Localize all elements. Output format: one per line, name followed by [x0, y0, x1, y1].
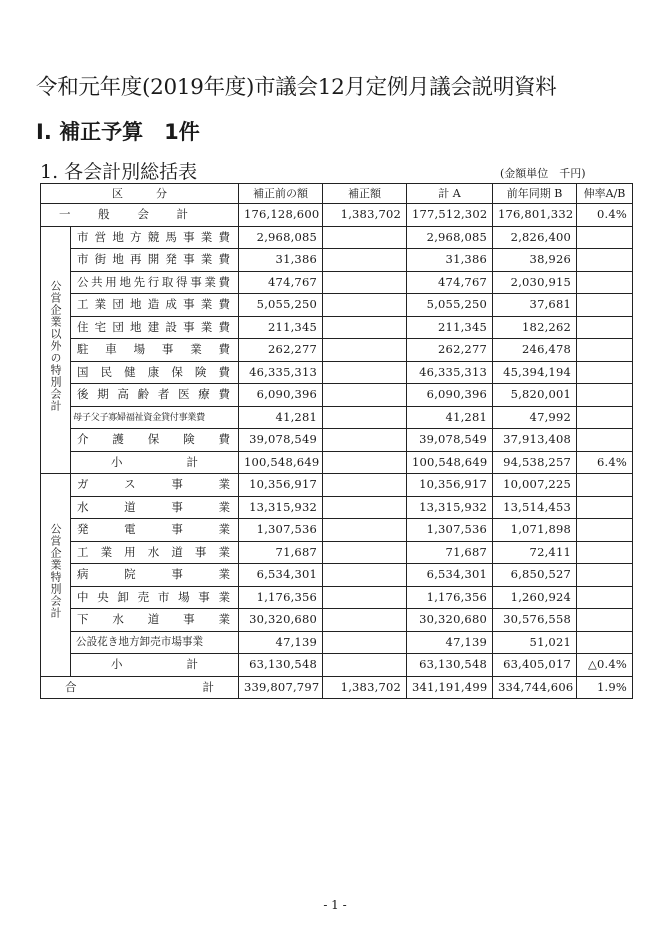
group-label: [41, 474, 71, 677]
grand-total-row: [41, 676, 633, 699]
cell-amount: [323, 339, 407, 362]
cell-rate: [577, 631, 633, 654]
cell-amount: [323, 631, 407, 654]
cell-prev: 45,394,194: [493, 361, 577, 384]
cell-before: 71,687: [239, 541, 323, 564]
table-row: [41, 316, 633, 339]
table-row: [41, 249, 633, 272]
cell-before: 6,534,301: [239, 564, 323, 587]
row-name: 水道事業: [71, 496, 239, 519]
section-title: Ⅰ. 補正予算 1件: [36, 120, 200, 144]
cell-amount: [323, 271, 407, 294]
row-name: 市営地方競馬事業費: [71, 226, 239, 249]
cell-amount: [323, 496, 407, 519]
cell-rate: [577, 541, 633, 564]
cell-rate: 0.4%: [577, 204, 633, 227]
cell-amount: [323, 654, 407, 677]
grand-total-label: 合 計: [41, 676, 239, 699]
cell-before: 63,130,548: [239, 654, 323, 677]
cell-amount: [323, 609, 407, 632]
cell-before: 30,320,680: [239, 609, 323, 632]
cell-prev: 6,850,527: [493, 564, 577, 587]
cell-amount: 1,383,702: [323, 204, 407, 227]
table-row: [41, 271, 633, 294]
cell-rate: [577, 564, 633, 587]
group-label-text: 公営企業特別会計: [49, 523, 62, 620]
subtotal-label: 小 計: [71, 451, 239, 474]
subtotal-row: [41, 451, 633, 474]
cell-before: 339,807,797: [239, 676, 323, 699]
general-account-row: [41, 204, 633, 227]
row-name: ガス事業: [71, 474, 239, 497]
cell-prev: 37,913,408: [493, 429, 577, 452]
table-row: [41, 541, 633, 564]
page-number: - 1 -: [323, 898, 347, 912]
cell-prev: 176,801,332: [493, 204, 577, 227]
row-name: 発電事業: [71, 519, 239, 542]
page-title: 令和元年度(2019年度)市議会12月定例月議会説明資料: [36, 75, 557, 100]
cell-prev: 2,030,915: [493, 271, 577, 294]
header-amount: 補正額: [323, 184, 407, 204]
cell-amount: [323, 429, 407, 452]
cell-total: 211,345: [407, 316, 493, 339]
cell-rate: [577, 384, 633, 407]
cell-before: 1,307,536: [239, 519, 323, 542]
cell-total: 63,130,548: [407, 654, 493, 677]
cell-before: 41,281: [239, 406, 323, 429]
cell-prev: 38,926: [493, 249, 577, 272]
table-row: [41, 406, 633, 429]
cell-before: 176,128,600: [239, 204, 323, 227]
cell-total: 39,078,549: [407, 429, 493, 452]
cell-before: 47,139: [239, 631, 323, 654]
cell-rate: 6.4%: [577, 451, 633, 474]
cell-total: 6,534,301: [407, 564, 493, 587]
header-before: 補正前の額: [239, 184, 323, 204]
row-name: 市街地再開発事業費: [71, 249, 239, 272]
cell-before: 10,356,917: [239, 474, 323, 497]
cell-amount: [323, 451, 407, 474]
cell-prev: 72,411: [493, 541, 577, 564]
cell-rate: [577, 249, 633, 272]
row-name: 下水道事業: [71, 609, 239, 632]
cell-amount: [323, 384, 407, 407]
cell-total: 262,277: [407, 339, 493, 362]
cell-amount: [323, 406, 407, 429]
cell-before: 1,176,356: [239, 586, 323, 609]
cell-prev: 1,071,898: [493, 519, 577, 542]
cell-prev: 13,514,453: [493, 496, 577, 519]
cell-rate: [577, 316, 633, 339]
cell-total: 31,386: [407, 249, 493, 272]
cell-amount: [323, 361, 407, 384]
cell-before: 5,055,250: [239, 294, 323, 317]
header-rate: 伸率A/B: [577, 184, 633, 204]
cell-total: 10,356,917: [407, 474, 493, 497]
budget-summary-table: [40, 183, 633, 699]
cell-prev: 51,021: [493, 631, 577, 654]
cell-before: 211,345: [239, 316, 323, 339]
cell-amount: [323, 316, 407, 339]
table-row: [41, 609, 633, 632]
cell-amount: [323, 474, 407, 497]
cell-total: 474,767: [407, 271, 493, 294]
group-label-text: 公営企業以外の特別会計: [49, 280, 62, 413]
cell-rate: [577, 474, 633, 497]
row-name: 中央卸売市場事業: [71, 586, 239, 609]
row-name: 国民健康保険費: [71, 361, 239, 384]
cell-rate: [577, 496, 633, 519]
cell-total: 13,315,932: [407, 496, 493, 519]
cell-prev: 94,538,257: [493, 451, 577, 474]
row-name: 工業団地造成事業費: [71, 294, 239, 317]
row-name: 病院事業: [71, 564, 239, 587]
table-row: [41, 361, 633, 384]
cell-prev: 334,744,606: [493, 676, 577, 699]
table-row: [41, 586, 633, 609]
header-row: [41, 184, 633, 204]
header-prev: 前年同期 B: [493, 184, 577, 204]
cell-rate: [577, 609, 633, 632]
cell-prev: 63,405,017: [493, 654, 577, 677]
cell-prev: 2,826,400: [493, 226, 577, 249]
row-name: 住宅団地建設事業費: [71, 316, 239, 339]
cell-total: 1,176,356: [407, 586, 493, 609]
cell-before: 13,315,932: [239, 496, 323, 519]
cell-rate: [577, 406, 633, 429]
table-row: [41, 519, 633, 542]
general-account-label: 一 般 会 計: [41, 204, 239, 227]
cell-before: 262,277: [239, 339, 323, 362]
cell-amount: [323, 249, 407, 272]
cell-prev: 1,260,924: [493, 586, 577, 609]
cell-prev: 47,992: [493, 406, 577, 429]
cell-amount: [323, 564, 407, 587]
cell-rate: [577, 586, 633, 609]
unit-note: (金額単位 千円): [500, 167, 586, 180]
cell-prev: 10,007,225: [493, 474, 577, 497]
subtotal-row: [41, 654, 633, 677]
cell-prev: 37,681: [493, 294, 577, 317]
cell-rate: [577, 294, 633, 317]
header-category: 区 分: [41, 184, 239, 204]
cell-rate: [577, 429, 633, 452]
cell-before: 6,090,396: [239, 384, 323, 407]
row-name: 駐車場事業費: [71, 339, 239, 362]
cell-total: 177,512,302: [407, 204, 493, 227]
cell-total: 30,320,680: [407, 609, 493, 632]
header-total: 計 A: [407, 184, 493, 204]
cell-before: 39,078,549: [239, 429, 323, 452]
cell-rate: [577, 361, 633, 384]
cell-amount: [323, 226, 407, 249]
cell-before: 46,335,313: [239, 361, 323, 384]
cell-total: 1,307,536: [407, 519, 493, 542]
cell-amount: [323, 586, 407, 609]
row-name: 後期高齢者医療費: [71, 384, 239, 407]
cell-rate: 1.9%: [577, 676, 633, 699]
cell-total: 6,090,396: [407, 384, 493, 407]
table-row: [41, 384, 633, 407]
table-row: [41, 226, 633, 249]
cell-amount: 1,383,702: [323, 676, 407, 699]
subsection-title: 1. 各会計別総括表: [40, 161, 198, 183]
row-name: 介護保険費: [71, 429, 239, 452]
cell-prev: 5,820,001: [493, 384, 577, 407]
row-name: 公設花き地方卸売市場事業: [71, 631, 239, 654]
cell-total: 41,281: [407, 406, 493, 429]
cell-prev: 246,478: [493, 339, 577, 362]
cell-before: 100,548,649: [239, 451, 323, 474]
cell-rate: [577, 339, 633, 362]
row-name: 公共用地先行取得事業費: [71, 271, 239, 294]
cell-amount: [323, 541, 407, 564]
table-row: [41, 564, 633, 587]
cell-prev: 182,262: [493, 316, 577, 339]
table-row: [41, 631, 633, 654]
cell-amount: [323, 294, 407, 317]
cell-total: 5,055,250: [407, 294, 493, 317]
cell-before: 2,968,085: [239, 226, 323, 249]
cell-rate: [577, 519, 633, 542]
table-row: [41, 294, 633, 317]
table-row: [41, 429, 633, 452]
row-name: 母子父子寡婦福祉資金貸付事業費: [71, 406, 239, 429]
cell-total: 47,139: [407, 631, 493, 654]
cell-total: 2,968,085: [407, 226, 493, 249]
cell-rate: [577, 271, 633, 294]
cell-prev: 30,576,558: [493, 609, 577, 632]
cell-total: 46,335,313: [407, 361, 493, 384]
row-name: 工業用水道事業: [71, 541, 239, 564]
cell-rate: [577, 226, 633, 249]
cell-total: 341,191,499: [407, 676, 493, 699]
cell-total: 100,548,649: [407, 451, 493, 474]
cell-before: 474,767: [239, 271, 323, 294]
table-row: [41, 496, 633, 519]
table-row: [41, 339, 633, 362]
subtotal-label: 小 計: [71, 654, 239, 677]
group-label: [41, 226, 71, 474]
cell-before: 31,386: [239, 249, 323, 272]
cell-amount: [323, 519, 407, 542]
table-row: [41, 474, 633, 497]
cell-rate: △0.4%: [577, 654, 633, 677]
cell-total: 71,687: [407, 541, 493, 564]
